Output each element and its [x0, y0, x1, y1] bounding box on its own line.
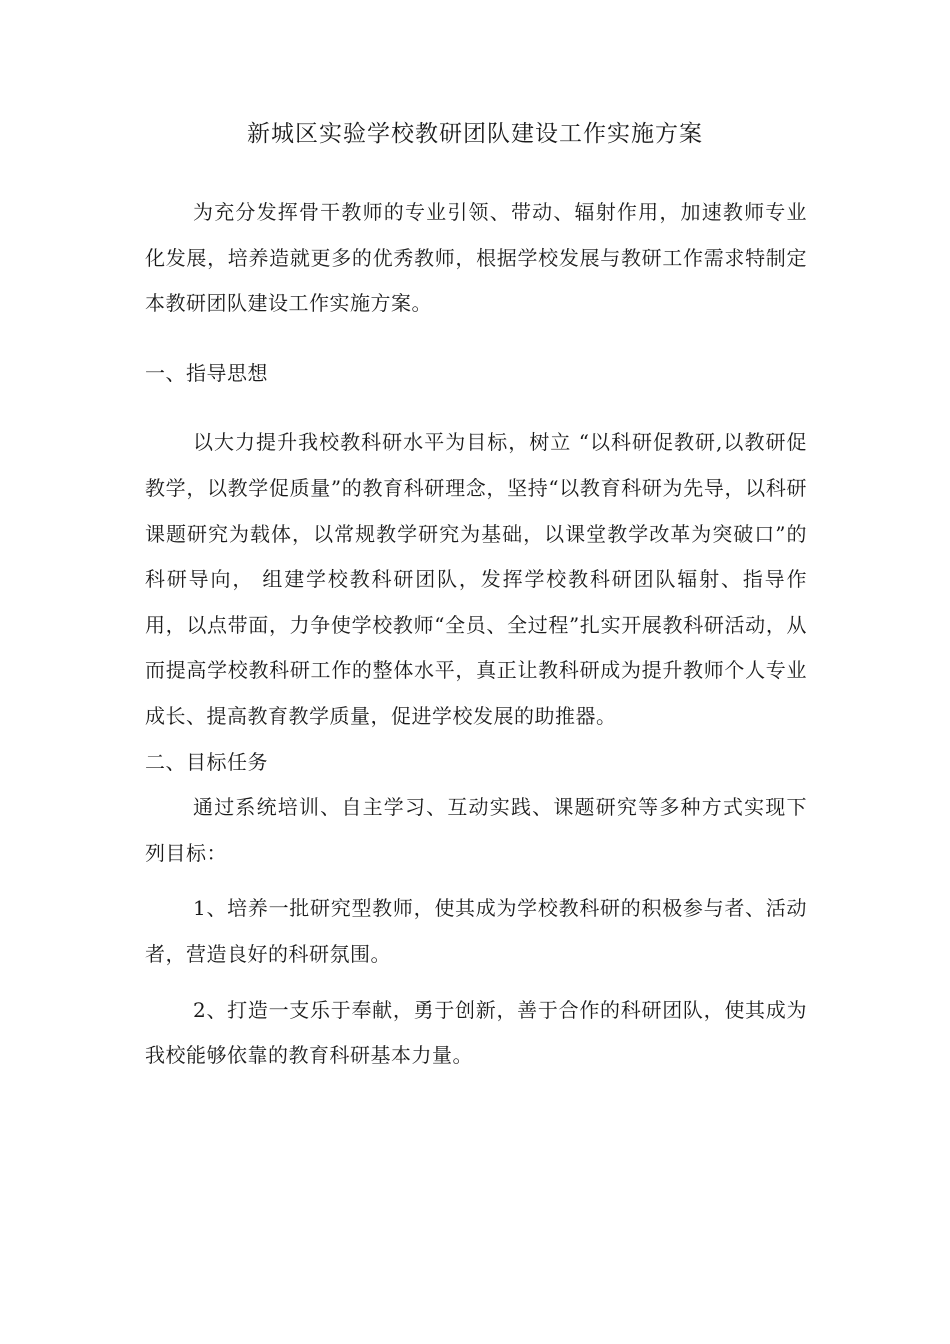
- section-body-guiding-ideology: 以大力提升我校教科研水平为目标，树立 “以科研促教研,以教研促教学，以教学促质量”的教育科研理念，坚持“以教育科研为先导，以科研课题研究为载体，以常规教学研究为基础，以课堂教学改革为突破口”的科研导向， 组建学校教科研团队，发挥学校教科研团队辐射、指导作用，以点带面，力争使学校教师“全员、全过程”扎实开展教科研活动，从而提高学校教科研工作的整体水平，真正让教科研成为提升教师个人专业成长、提高教育教学质量，促进学校发展的助推器。: [145, 430, 807, 728]
- section-heading-guiding-ideology: 一、指导思想: [145, 360, 268, 385]
- document-title: 新城区实验学校教研团队建设工作实施方案: [247, 121, 703, 147]
- goal-list-item: 1、培养一批研究型教师，使其成为学校教科研的积极参与者、活动者，营造良好的科研氛围。: [145, 896, 807, 966]
- document-body: [145, 190, 807, 1079]
- section-heading-goals: 二、目标任务: [145, 749, 268, 774]
- goal-list-item: 2、打造一支乐于奉献，勇于创新，善于合作的科研团队，使其成为我校能够依靠的教育科研基本力量。: [145, 997, 807, 1068]
- section-body-goals: 通过系统培训、自主学习、互动实践、课题研究等多种方式实现下列目标：: [145, 795, 807, 865]
- intro-paragraph: 为充分发挥骨干教师的专业引领、带动、辐射作用，加速教师专业化发展，培养造就更多的优秀教师，根据学校发展与教研工作需求特制定本教研团队建设工作实施方案。: [145, 200, 807, 316]
